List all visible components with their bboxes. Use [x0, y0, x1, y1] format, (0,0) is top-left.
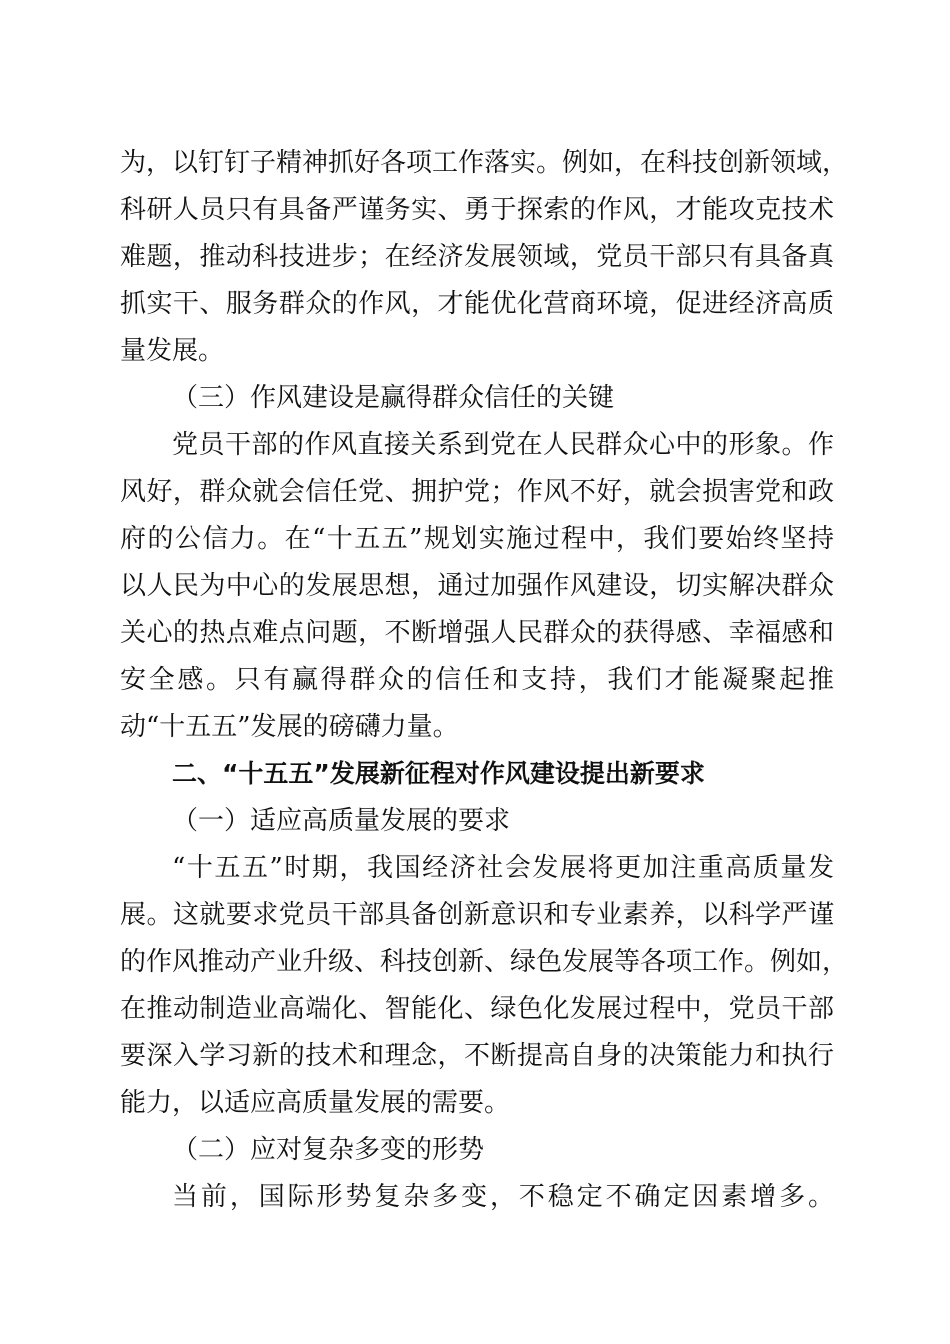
body-text-line: 量发展。: [120, 336, 225, 366]
body-text-line: 在推动制造业高端化、智能化、绿色化发展过程中，党员干部: [120, 994, 834, 1024]
body-text-line: 展。这就要求党员干部具备创新意识和专业素养，以科学严谨: [120, 900, 834, 930]
body-text-line: 动“十五五”发展的磅礴力量。: [120, 712, 459, 742]
body-text-line: 的作风推动产业升级、科技创新、绿色发展等各项工作。例如，: [120, 947, 849, 977]
body-text-line: 难题，推动科技进步；在经济发展领域，党员干部只有具备真: [120, 242, 834, 272]
body-text-line: 抓实干、服务群众的作风，才能优化营商环境，促进经济高质: [120, 289, 834, 319]
body-text-line: 以人民为中心的发展思想，通过加强作风建设，切实解决群众: [120, 571, 834, 601]
section-heading-two: 二、“十五五”发展新征程对作风建设提出新要求: [172, 759, 705, 788]
body-text-line: 科研人员只有具备严谨务实、勇于探索的作风，才能攻克技术: [120, 195, 834, 225]
body-text-line: 能力，以适应高质量发展的需要。: [120, 1088, 511, 1118]
body-text-line: 党员干部的作风直接关系到党在人民群众心中的形象。作: [172, 430, 834, 460]
body-text-line: 关心的热点难点问题，不断增强人民群众的获得感、幸福感和: [120, 618, 834, 648]
body-text-line: 当前，国际形势复杂多变，不稳定不确定因素增多。: [172, 1182, 834, 1212]
body-text-line: 安全感。只有赢得群众的信任和支持，我们才能凝聚起推: [120, 665, 834, 695]
body-text-line: 风好，群众就会信任党、拥护党；作风不好，就会损害党和政: [120, 477, 834, 507]
body-text-line: 府的公信力。在“十五五”规划实施过程中，我们要始终坚持: [120, 524, 834, 554]
body-text-line: “十五五”时期，我国经济社会发展将更加注重高质量发: [172, 853, 834, 883]
body-text-line: 要深入学习新的技术和理念，不断提高自身的决策能力和执行: [120, 1041, 834, 1071]
subheading-one: （一）适应高质量发展的要求: [172, 806, 511, 836]
subheading-two: （二）应对复杂多变的形势: [172, 1135, 485, 1165]
subheading-three: （三）作风建设是赢得群众信任的关键: [172, 383, 615, 413]
body-text-line: 为，以钉钉子精神抓好各项工作落实。例如，在科技创新领域，: [120, 148, 849, 178]
